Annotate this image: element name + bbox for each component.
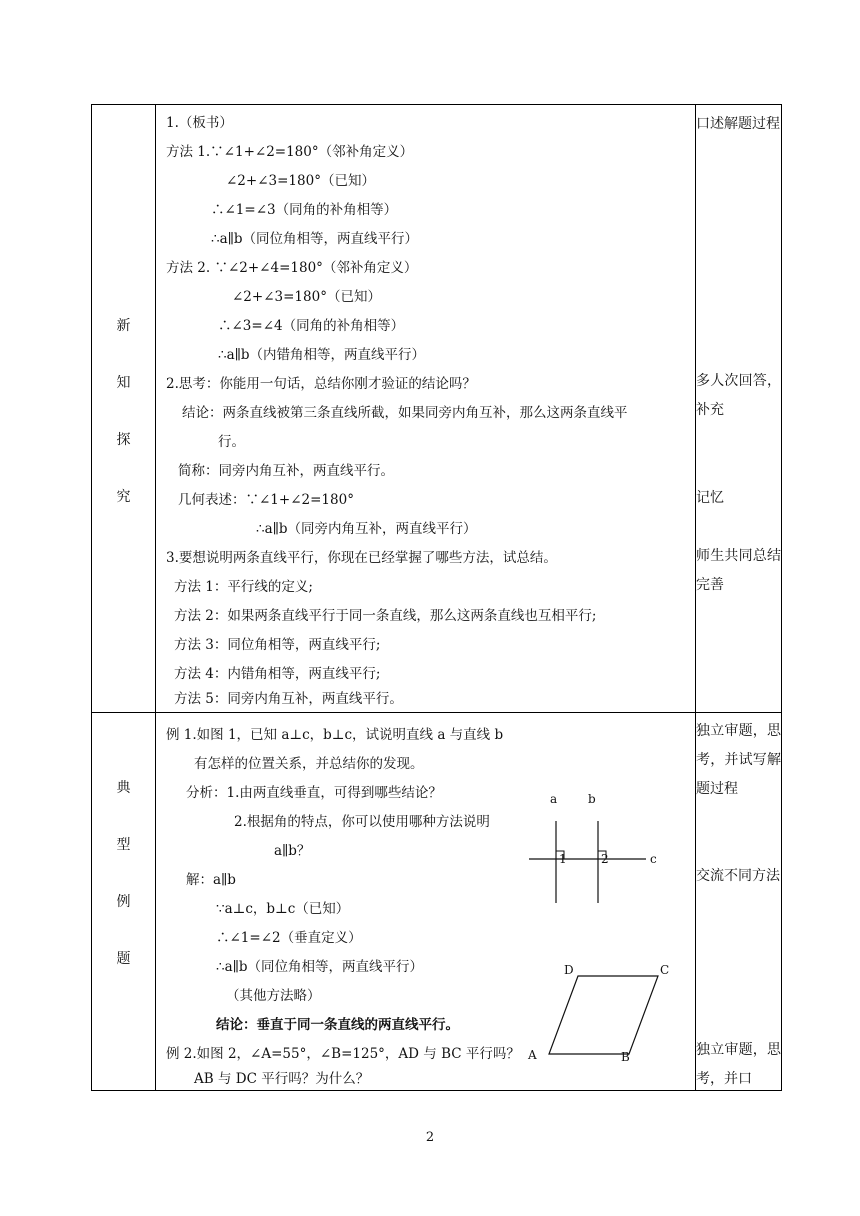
text-line: （其他方法略） xyxy=(226,988,321,1004)
label-D: D xyxy=(564,963,574,977)
note-block xyxy=(696,1036,781,1094)
parallelogram-abcd xyxy=(549,976,658,1054)
category-char: 典 xyxy=(116,780,131,796)
category-char: 题 xyxy=(116,951,131,967)
text-line: ∴a∥b（同旁内角互补，两直线平行） xyxy=(256,521,477,537)
label-b: b xyxy=(588,792,596,806)
label-angle-1: 1 xyxy=(559,852,567,866)
category-char: 探 xyxy=(116,432,131,448)
text-line: 几何表述：∵∠1+∠2=180° xyxy=(178,492,354,508)
page-number: 2 xyxy=(425,1130,435,1145)
text-line: 例 1.如图 1，已知 a⊥c，b⊥c，试说明直线 a 与直线 b xyxy=(166,727,504,743)
text-line: ∴∠1=∠2（垂直定义） xyxy=(216,930,362,946)
text-line: 解：a∥b xyxy=(186,872,236,888)
notes-cell xyxy=(696,105,782,713)
category-char: 例 xyxy=(116,894,131,910)
text-line: 2.思考：你能用一句话，总结你刚才验证的结论吗？ xyxy=(166,376,476,392)
text-line: ∴∠1=∠3（同角的补角相等） xyxy=(211,202,398,218)
note-text: 交流不同方法 xyxy=(696,868,780,884)
text-line: 方法 5：同旁内角互补，两直线平行。 xyxy=(174,691,403,707)
text-line: 方法 2. ∵∠2+∠4=180°（邻补角定义） xyxy=(166,260,418,276)
note-text: 独立审题，思考，并口 xyxy=(696,1042,781,1087)
section-row-new-knowledge xyxy=(92,105,782,713)
note-block xyxy=(696,542,781,600)
text-line: 方法 3：同位角相等，两直线平行; xyxy=(174,637,381,653)
text-line: 结论：两条直线被第三条直线所截，如果同旁内角互补，那么这两条直线平 xyxy=(182,405,628,421)
note-text: 独立审题，思考，并试写解题过程 xyxy=(696,723,781,797)
text-line: ∠2+∠3=180°（已知） xyxy=(226,173,375,189)
text-line: 1.（板书） xyxy=(166,115,233,131)
text-line: a∥b？ xyxy=(274,843,311,859)
note-block xyxy=(696,862,781,891)
text-line: AB 与 DC 平行吗？为什么？ xyxy=(194,1071,370,1087)
text-line: 方法 1：平行线的定义; xyxy=(174,579,313,595)
label-c: c xyxy=(650,852,657,866)
category-char: 知 xyxy=(116,375,131,391)
label-a: a xyxy=(550,792,558,806)
note-block xyxy=(696,367,781,425)
category-cell xyxy=(92,105,156,713)
content-cell xyxy=(156,105,696,713)
category-char: 型 xyxy=(116,837,131,853)
category-char: 究 xyxy=(116,489,131,505)
note-block xyxy=(696,110,781,139)
note-block xyxy=(696,717,781,804)
text-line: 3.要想说明两条直线平行，你现在已经掌握了哪些方法，试总结。 xyxy=(166,550,557,566)
text-line: 2.根据角的特点，你可以使用哪种方法说明 xyxy=(234,814,490,830)
lesson-plan-table xyxy=(91,104,782,1091)
text-line: ∴∠3=∠4（同角的补角相等） xyxy=(218,318,405,334)
category-char: 新 xyxy=(116,318,131,334)
content-cell xyxy=(156,713,696,1091)
text-line: 分析：1.由两直线垂直，可得到哪些结论？ xyxy=(186,785,442,801)
text-line: ∴a∥b（内错角相等，两直线平行） xyxy=(218,347,426,363)
label-B: B xyxy=(621,1050,630,1064)
text-line: ∴a∥b（同位角相等，两直线平行） xyxy=(216,959,424,975)
text-line: 行。 xyxy=(218,434,245,450)
label-angle-2: 2 xyxy=(601,852,609,866)
text-line: ∠2+∠3=180°（已知） xyxy=(232,289,381,305)
notes-cell xyxy=(696,713,782,1091)
note-text: 记忆 xyxy=(696,490,724,506)
label-A: A xyxy=(528,1048,537,1062)
section-row-examples xyxy=(92,713,782,1091)
note-text: 多人次回答，补充 xyxy=(696,373,781,418)
category-cell xyxy=(92,713,156,1091)
text-line: 方法 2：如果两条直线平行于同一条直线，那么这两条直线也互相平行; xyxy=(174,608,597,624)
text-line: 简称：同旁内角互补，两直线平行。 xyxy=(178,463,394,479)
text-line: 方法 4：内错角相等，两直线平行; xyxy=(174,666,381,682)
text-line: 方法 1.∵∠1+∠2=180°（邻补角定义） xyxy=(166,144,414,160)
note-block xyxy=(696,484,781,513)
text-line: 有怎样的位置关系，并总结你的发现。 xyxy=(194,756,424,772)
figure-1-perpendicular-lines xyxy=(526,789,666,909)
note-text: 口述解题过程 xyxy=(696,116,780,132)
text-line: ∴a∥b（同位角相等，两直线平行） xyxy=(211,231,419,247)
figure-2-parallelogram xyxy=(418,956,670,1064)
conclusion-text: 结论：垂直于同一条直线的两直线平行。 xyxy=(216,1017,459,1033)
note-text: 师生共同总结完善 xyxy=(696,548,781,593)
text-line: ∵a⊥c，b⊥c（已知） xyxy=(216,901,350,917)
text-line: 例 2.如图 2，∠A=55°，∠B=125°，AD 与 BC 平行吗？ xyxy=(166,1046,520,1062)
label-C: C xyxy=(660,963,670,977)
